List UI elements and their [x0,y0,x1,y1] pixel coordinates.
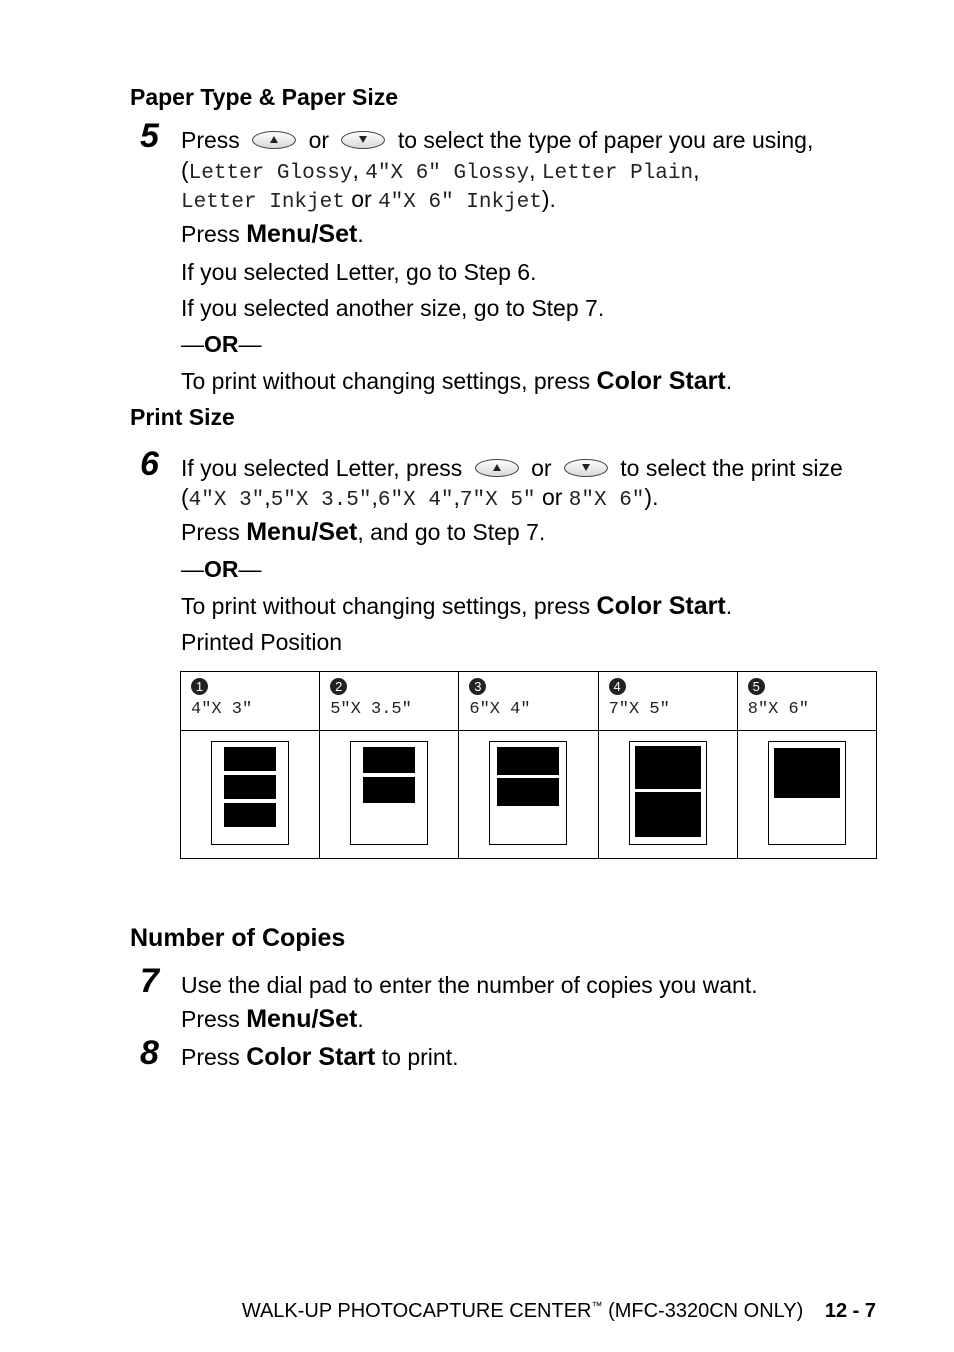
comma: , [693,157,700,183]
printed-position-table [180,671,877,859]
comma: , [453,484,460,510]
paper-sheet-diagram [350,741,428,845]
circled-number-5: 5 [748,678,765,695]
or-divider [181,556,262,583]
paper-sheet-diagram [768,741,846,845]
table-diagram-row [181,731,877,859]
print-block [497,747,559,775]
print-block [497,778,559,806]
step-number-5: 5 [140,117,159,155]
print-block [224,775,276,799]
menu-set-key: Menu/Set [246,518,358,546]
size-label: 6"X 4" [469,700,531,719]
comma: , [264,484,271,510]
step6-line1 [181,455,843,482]
print-block [635,746,701,789]
print-block [774,748,840,798]
or-bold: OR [204,331,239,357]
paren: ( [181,157,189,183]
section-heading-copies: Number of Copies [130,924,346,952]
layout-diagram-cell [459,731,598,859]
option-letter-plain: Letter Plain [541,162,694,185]
press-text: Press [181,127,240,153]
step5-press-menu [181,220,364,249]
step-number-8: 8 [140,1034,159,1072]
layout-diagram-cell [737,731,876,859]
step7-text: Use the dial pad to enter the number of copies you want. [181,972,758,998]
size-option: 6"X 4" [377,489,454,512]
trademark: ™ [591,1300,603,1313]
layout-diagram-cell [181,731,320,859]
or-bold: OR [204,556,239,582]
or-divider [181,331,262,358]
step6-post-text: to select the print size [620,455,843,481]
dash: — [181,331,204,357]
page-number: 12 - 7 [824,1300,876,1322]
option-4x6-glossy: 4"X 6" Glossy [365,162,530,185]
period: . [357,221,364,247]
step5-if-other: If you selected another size, go to Step 7. [181,295,605,321]
down-arrow-button-icon [341,131,385,149]
size-option: 8"X 6" [568,489,645,512]
paren: ). [644,484,659,510]
press-text: Press [181,1044,240,1070]
select-text: to select the type of paper you are using, [397,127,814,153]
step-number-6: 6 [140,445,159,483]
layout-diagram-cell [320,731,459,859]
to-print-text: to print. [381,1044,459,1070]
period: . [725,368,733,394]
print-block [635,792,701,837]
no-change-text: To print without changing settings, press [181,593,591,619]
size-label: 8"X 6" [747,700,809,719]
table-header-cell [320,672,459,731]
section-heading-print-size: Print Size [130,404,235,430]
press-text: Press [181,519,240,545]
page-footer [242,1300,876,1323]
or-text: or [351,186,372,212]
circled-number-1: 1 [191,678,208,695]
size-label: 4"X 3" [191,700,253,719]
size-option: 7"X 5" [459,489,536,512]
color-start-key: Color Start [246,1043,376,1071]
period: . [725,593,733,619]
table-header-cell [459,672,598,731]
size-label: 5"X 3.5" [330,700,412,719]
size-label: 7"X 5" [608,700,670,719]
step5-line1 [181,127,813,154]
footer-title: WALK-UP PHOTOCAPTURE CENTER [241,1300,592,1322]
circled-number-4: 4 [609,678,626,695]
circled-number-2: 2 [330,678,347,695]
dash: — [181,556,204,582]
option-letter-inkjet: Letter Inkjet [181,191,345,214]
step6-pre-text: If you selected Letter, press [181,455,463,481]
print-block [363,747,415,773]
print-block [224,803,276,827]
color-start-key: Color Start [596,592,726,620]
up-arrow-button-icon [252,131,296,149]
comma: , [371,484,378,510]
size-option: 4"X 3" [188,489,265,512]
no-change-text: To print without changing settings, press [181,368,591,394]
option-4x6-inkjet: 4"X 6" Inkjet [378,191,542,214]
step-number-7: 7 [140,962,159,1000]
footer-model: (MFC-3320CN ONLY) [608,1300,804,1322]
step5-no-change [181,367,732,396]
paren: ( [181,484,189,510]
table-header-row [181,672,877,731]
table-header-cell [598,672,737,731]
menu-set-key: Menu/Set [246,1005,358,1033]
print-block [363,777,415,803]
period: . [357,1006,364,1032]
paper-sheet-diagram [489,741,567,845]
dash: — [238,331,262,357]
step7-press-menu [181,1005,364,1034]
step5-if-letter: If you selected Letter, go to Step 6. [181,259,537,285]
step6-no-change [181,592,732,621]
color-start-key: Color Start [596,367,726,395]
paper-sheet-diagram [629,741,707,845]
or-text: or [308,127,330,153]
step5-line2 [181,157,700,185]
press-text: Press [181,221,240,247]
option-letter-glossy: Letter Glossy [188,162,353,185]
layout-diagram-cell [598,731,737,859]
comma: , [529,157,536,183]
go-to-step-text: , and go to Step 7. [357,519,546,545]
or-text: or [531,455,552,481]
dash: — [238,556,262,582]
table-header-cell [737,672,876,731]
size-option: 5"X 3.5" [270,489,372,512]
print-block [224,747,276,771]
up-arrow-button-icon [475,459,519,477]
paper-sheet-diagram [211,741,289,845]
printed-position-label: Printed Position [181,629,343,655]
circled-number-3: 3 [469,678,486,695]
step6-line2 [181,484,658,512]
step6-press-menu [181,518,545,547]
table-header-cell [181,672,320,731]
paren: ). [541,186,556,212]
press-text: Press [181,1006,240,1032]
step5-line3 [181,186,556,214]
comma: , [352,157,359,183]
menu-set-key: Menu/Set [246,220,358,248]
section-heading-paper-type: Paper Type & Paper Size [130,84,399,110]
down-arrow-button-icon [564,459,608,477]
or-text: or [541,484,563,510]
step8-text [181,1043,458,1072]
